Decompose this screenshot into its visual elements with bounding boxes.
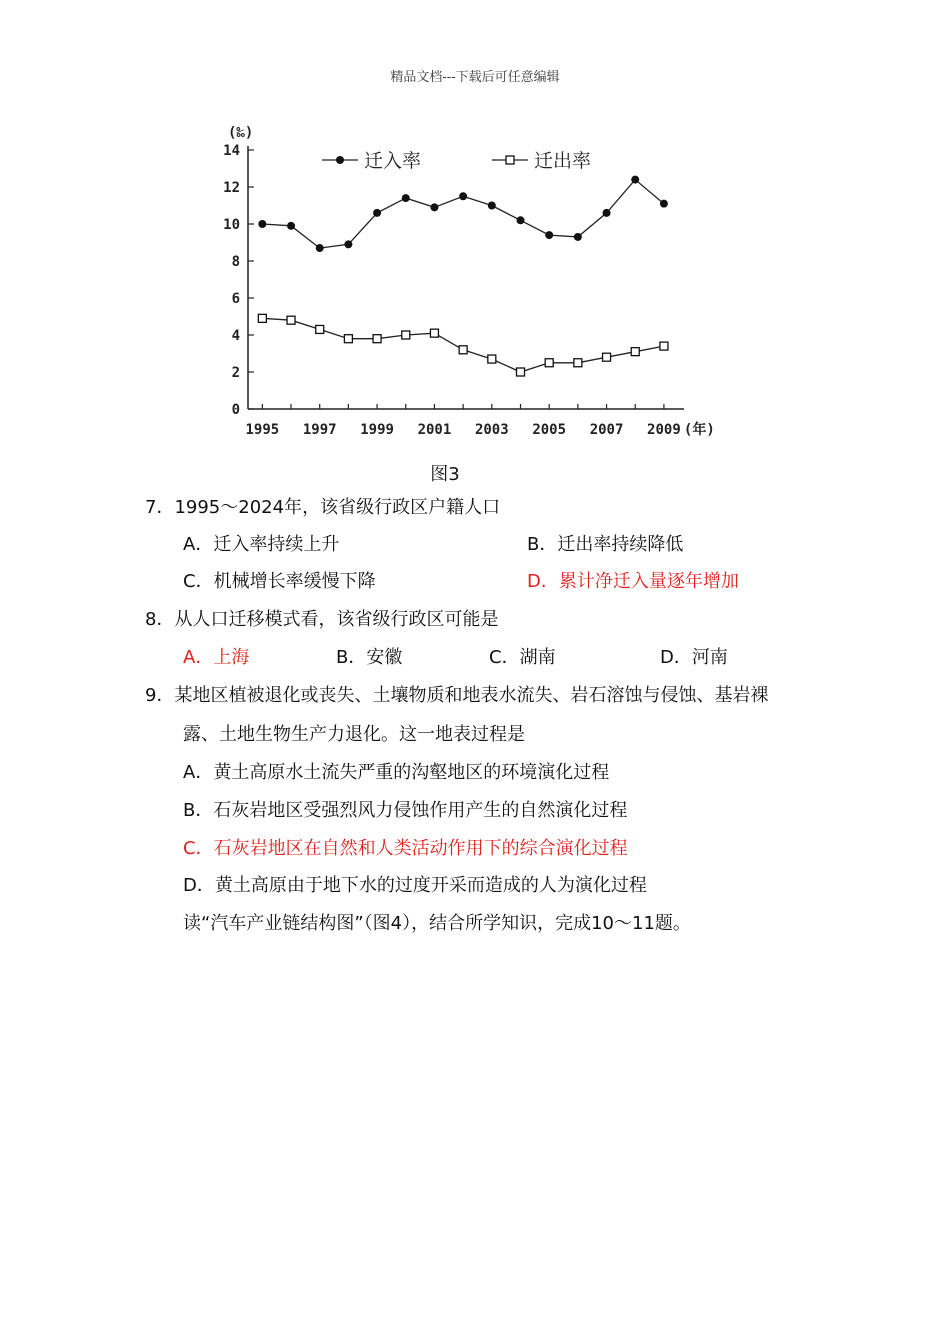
- q8-option-b: B．安徽: [336, 647, 403, 668]
- out-rate-point: [459, 346, 467, 354]
- y-tick-label: 10: [223, 217, 240, 233]
- in-rate-point: [344, 240, 352, 248]
- q9-stem-line1: 9．某地区植被退化或丧失、土壤物质和地表水流失、岩石溶蚀与侵蚀、基岩裸: [145, 685, 769, 706]
- q9-option-a: A．黄土高原水土流失严重的沟壑地区的环境演化过程: [183, 762, 610, 783]
- in-rate-point: [488, 202, 496, 210]
- in-rate-point: [459, 192, 467, 200]
- out-rate-point: [373, 335, 381, 343]
- x-tick-label: 1997: [302, 422, 337, 438]
- x-tick-label: 1995: [245, 422, 280, 438]
- q9-option-c: C．石灰岩地区在自然和人类活动作用下的综合演化过程: [183, 838, 628, 859]
- y-tick-label: 2: [231, 365, 240, 381]
- out-rate-point: [631, 348, 639, 356]
- in-rate-point: [631, 176, 639, 184]
- out-rate-point: [660, 342, 668, 350]
- x-tick-label: 2009: [647, 422, 681, 438]
- in-rate-point: [287, 222, 295, 230]
- x-tick-label: 2003: [474, 422, 509, 438]
- in-rate-point: [660, 200, 668, 208]
- q9-option-d: D．黄土高原由于地下水的过度开采而造成的人为演化过程: [183, 875, 647, 896]
- in-rate-point: [603, 209, 611, 217]
- q7-option-b: B．迁出率持续降低: [527, 534, 684, 555]
- q8-option-c: C．湖南: [489, 647, 556, 668]
- legend-marker-circle: [336, 156, 344, 164]
- x-tick-label: 1999: [360, 422, 394, 438]
- y-tick-label: 4: [231, 328, 240, 344]
- in-rate-point: [316, 244, 324, 252]
- out-rate-point: [402, 331, 410, 339]
- q7-option-a: A．迁入率持续上升: [183, 534, 340, 555]
- out-rate-point: [488, 355, 496, 363]
- in-rate-point: [258, 220, 266, 228]
- x-tick-label: 2007: [589, 422, 624, 438]
- q8-option-a: A．上海: [183, 647, 250, 668]
- y-tick-label: 12: [223, 180, 240, 196]
- in-rate-point: [430, 203, 438, 211]
- y-tick-label: 14: [223, 143, 240, 159]
- x-tick-label: 2001: [417, 422, 452, 438]
- in-rate-point: [517, 216, 525, 224]
- q10-11-intro: 读“汽车产业链结构图”（图4），结合所学知识，完成10～11题。: [183, 913, 691, 934]
- out-rate-point: [517, 368, 525, 376]
- q9-stem-line2: 露、土地生物生产力退化。这一地表过程是: [183, 724, 525, 745]
- out-rate-point: [574, 359, 582, 367]
- out-rate-point: [316, 325, 324, 333]
- out-rate-point: [287, 316, 295, 324]
- out-rate-point: [545, 359, 553, 367]
- x-tick-label: 2005: [532, 422, 567, 438]
- out-rate-point: [430, 329, 438, 337]
- in-rate-point: [574, 233, 582, 241]
- q8-stem: 8．从人口迁移模式看，该省级行政区可能是: [145, 609, 499, 630]
- legend-marker-square: [506, 156, 514, 164]
- figure-caption: 图3: [430, 464, 460, 485]
- y-unit-label: (‰): [228, 125, 254, 141]
- out-rate-point: [603, 353, 611, 361]
- y-tick-label: 0: [231, 402, 240, 418]
- legend-label-2: 迁出率: [534, 150, 592, 172]
- q7-stem: 7．1995～2024年，该省级行政区户籍人口: [145, 497, 501, 518]
- q9-option-b: B．石灰岩地区受强烈风力侵蚀作用产生的自然演化过程: [183, 800, 628, 821]
- y-tick-label: 8: [231, 254, 240, 270]
- in-rate-point: [545, 231, 553, 239]
- q7-option-c: C．机械增长率缓慢下降: [183, 571, 376, 592]
- out-rate-point: [258, 314, 266, 322]
- in-rate-point: [373, 209, 381, 217]
- legend-label-1: 迁入率: [364, 150, 422, 172]
- page-header: 精品文档---下载后可任意编辑: [390, 70, 560, 85]
- x-unit-label: (年): [683, 422, 715, 438]
- migration-rate-chart: [200, 115, 760, 445]
- y-tick-label: 6: [231, 291, 240, 307]
- q7-option-d: D．累计净迁入量逐年增加: [527, 571, 739, 592]
- in-rate-point: [402, 194, 410, 202]
- q8-option-d: D．河南: [660, 647, 728, 668]
- out-rate-point: [344, 335, 352, 343]
